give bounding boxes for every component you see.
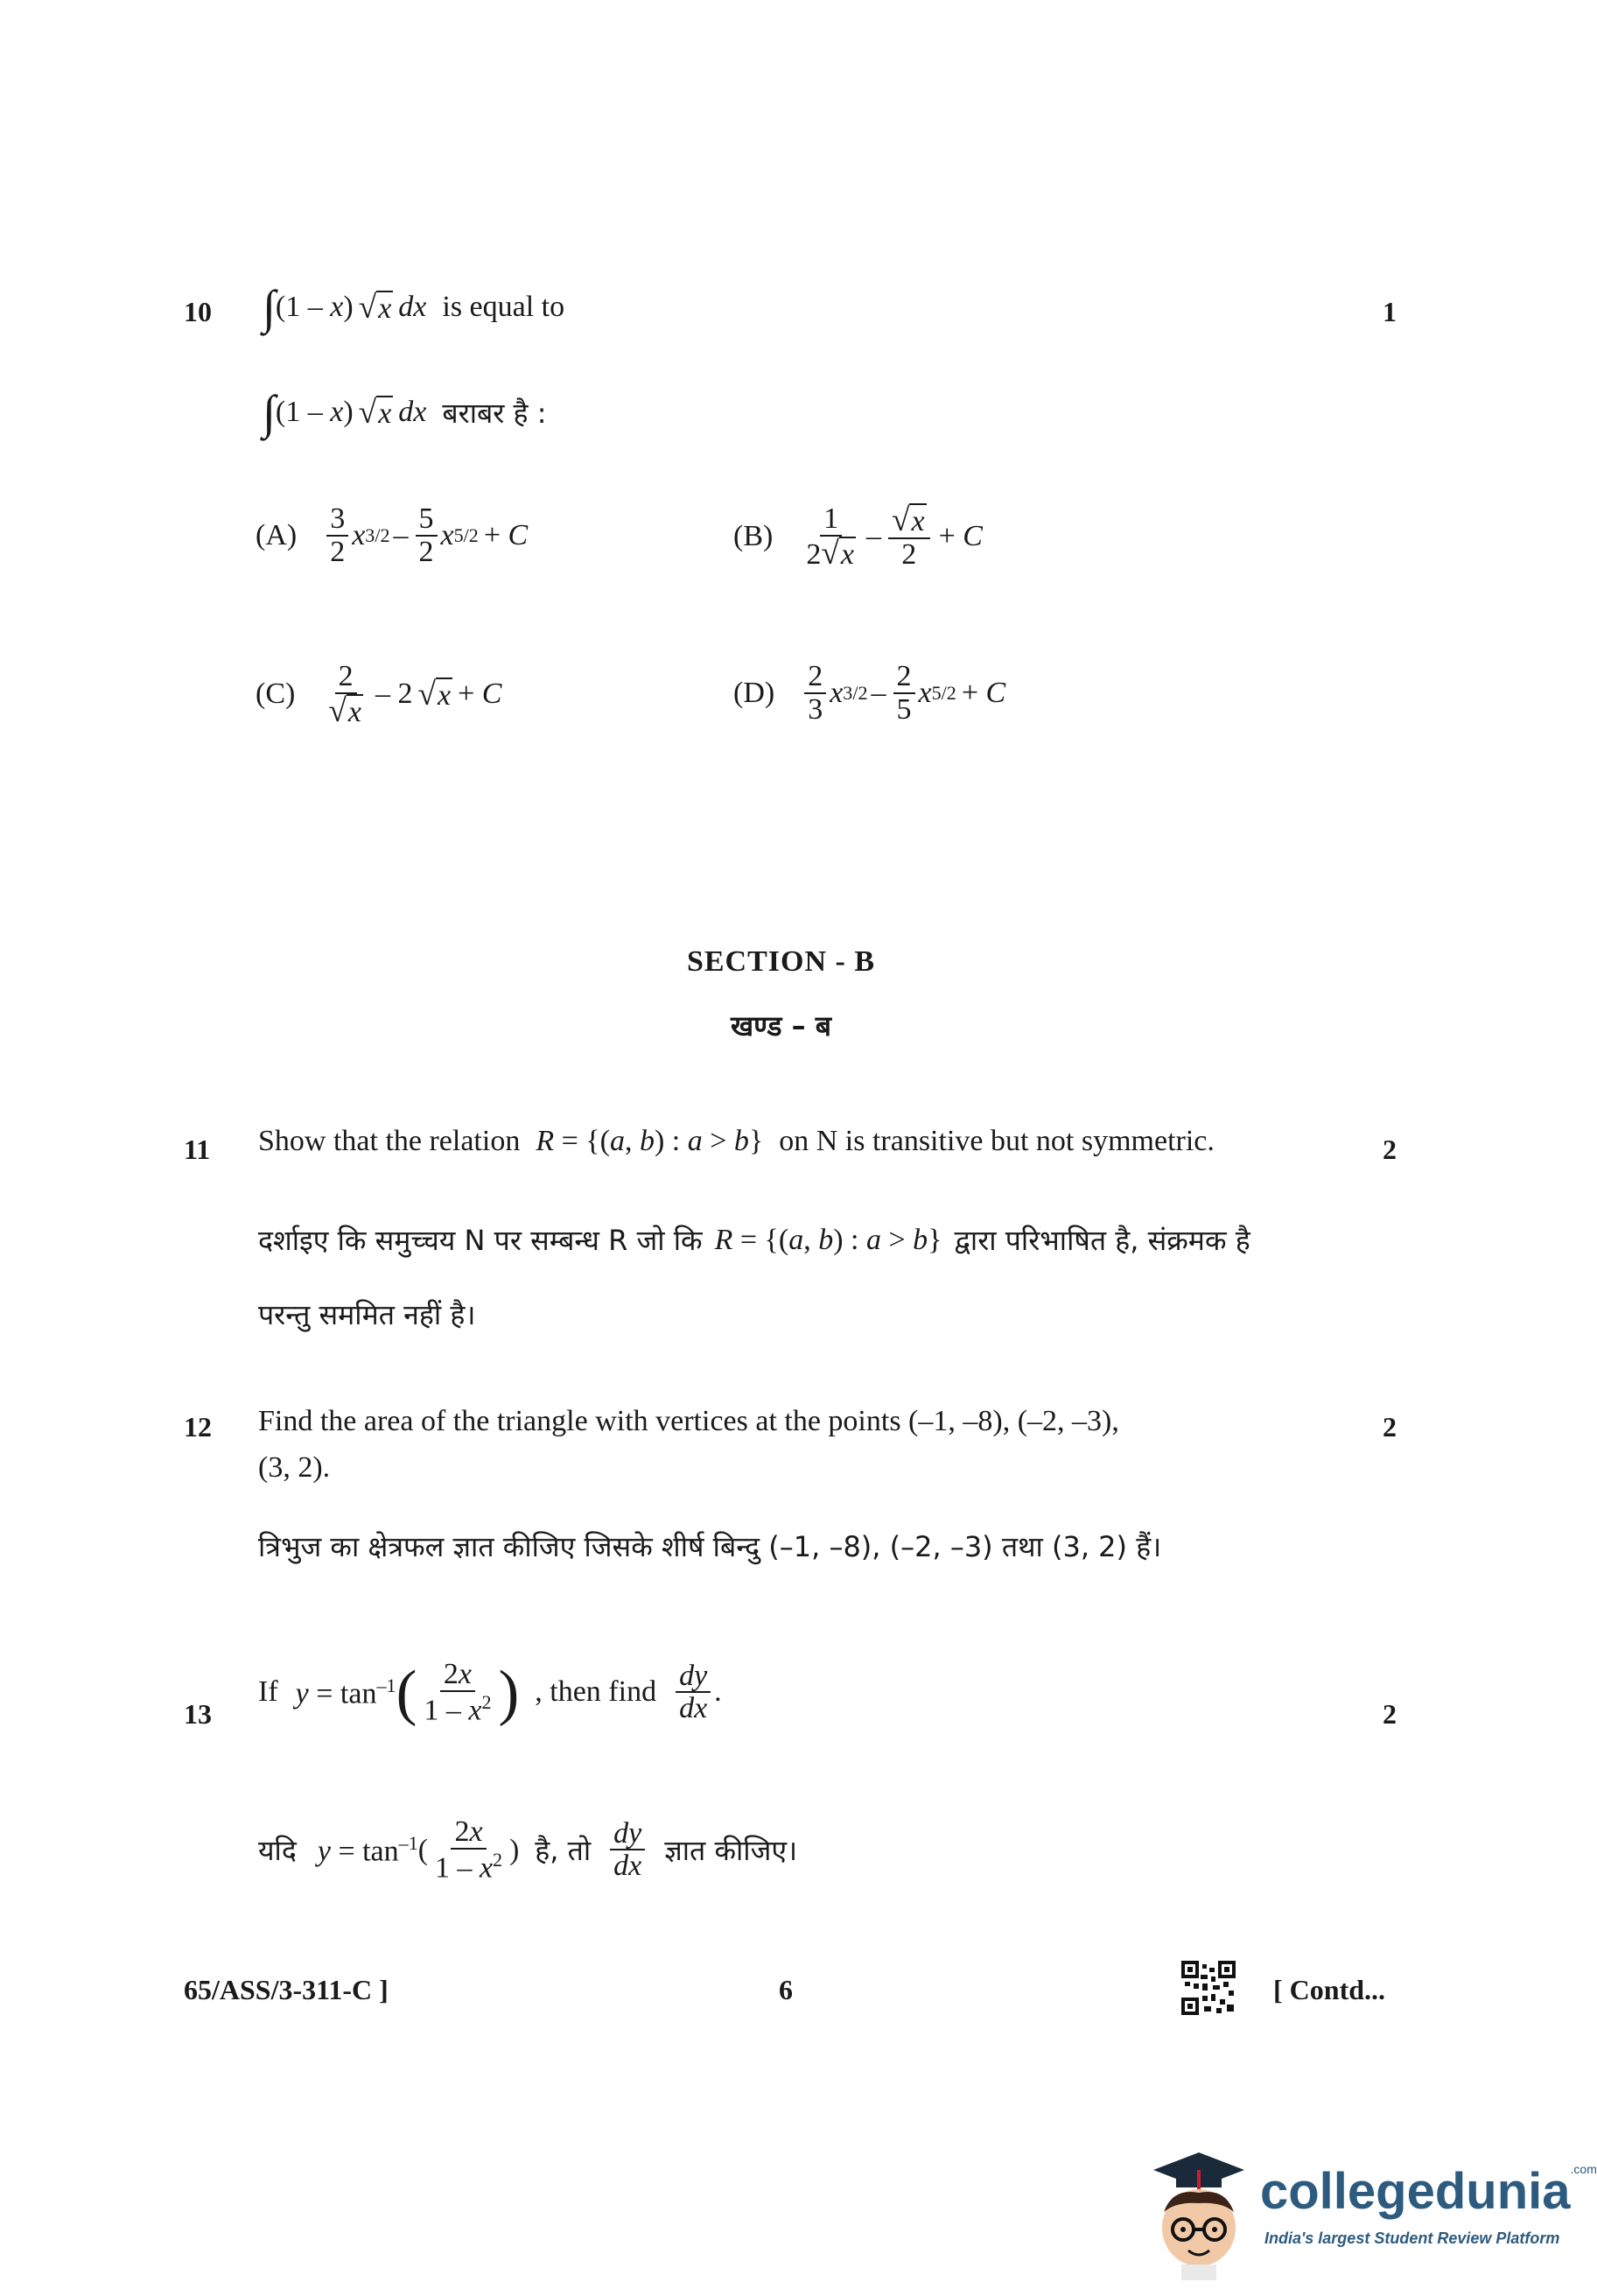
q11-english: Show that the relation R = {(a, b) : a > b} on N is transitive but not symmetric. xyxy=(258,1125,1215,1157)
qr-code-icon xyxy=(1181,1961,1236,2015)
question-number-10: 10 xyxy=(184,296,212,327)
question-number-11: 11 xyxy=(184,1134,211,1165)
page-number: 6 xyxy=(779,1974,793,2005)
q11-hindi-line1: दर्शाइए कि समुच्चय N पर सम्बन्ध R जो कि R = {(a, b) : a > b} द्वारा परिभाषित है, संक्रमक है xyxy=(258,1223,1250,1257)
q13-hindi: यदि $y = \tan^{-1}$ ( $\frac{2x}{1 - x^2}$ ) है, तो $\frac{dy}{dx}$ ज्ञात कीजिए। xyxy=(258,1815,798,1885)
section-title: SECTION - B xyxy=(686,945,876,978)
q10-english: ∫ (1 – x) √x dx is equal to xyxy=(263,281,565,334)
q10-option-b: (B) $\frac{1}{2√x}$ – $\frac{√x}{2}$ + C xyxy=(733,502,983,572)
section-title-hindi: खण्ड – ब xyxy=(730,1009,832,1043)
q10-marks: 1 xyxy=(1383,296,1397,327)
q13-english: If $y = \tan^{-1}$ ( $\frac{2x}{1 - x^2}$ ) , then find $\frac{dy}{dx}$ . xyxy=(258,1657,722,1727)
q10-option-c: (C) $\frac{2}{√x}$ – 2 √x + C xyxy=(256,660,502,729)
q10-option-a: (A) $\frac{3}{2}$ x 3/2 – $\frac{5}{2}$ x 5/2 + C xyxy=(256,502,529,568)
q10-option-d: (D) $\frac{2}{3}$ x 3/2 – $\frac{2}{5}$ x 5/2 + C xyxy=(733,660,1006,726)
q13-marks: 2 xyxy=(1383,1698,1397,1730)
q12-marks: 2 xyxy=(1383,1411,1397,1443)
q11-hindi-line2: परन्तु सममित नहीं है। xyxy=(258,1298,476,1331)
q12-english-line1: Find the area of the triangle with vertices at the points (–1, –8), (–2, –3), xyxy=(258,1405,1119,1437)
question-number-12: 12 xyxy=(184,1411,212,1443)
logo-tagline: India's largest Student Review Platform xyxy=(1264,2229,1560,2247)
q12-hindi: त्रिभुज का क्षेत्रफल ज्ञात कीजिए जिसके शीर्ष बिन्दु (–1, –8), (–2, –3) तथा (3, 2) हैं। xyxy=(258,1530,1162,1563)
q12-english-line2: (3, 2). xyxy=(258,1451,331,1484)
q11-marks: 2 xyxy=(1383,1134,1397,1165)
q10-hindi: ∫ (1 – x) √x dx बराबर है : xyxy=(263,386,547,439)
collegedunia-logo: collegedunia.com xyxy=(1260,2162,1597,2220)
paper-code: 65/ASS/3-311-C ] xyxy=(184,1974,389,2005)
continued-label: [ Contd... xyxy=(1273,1974,1386,2005)
student-mascot-icon xyxy=(1146,2149,1251,2280)
question-number-13: 13 xyxy=(184,1698,212,1730)
